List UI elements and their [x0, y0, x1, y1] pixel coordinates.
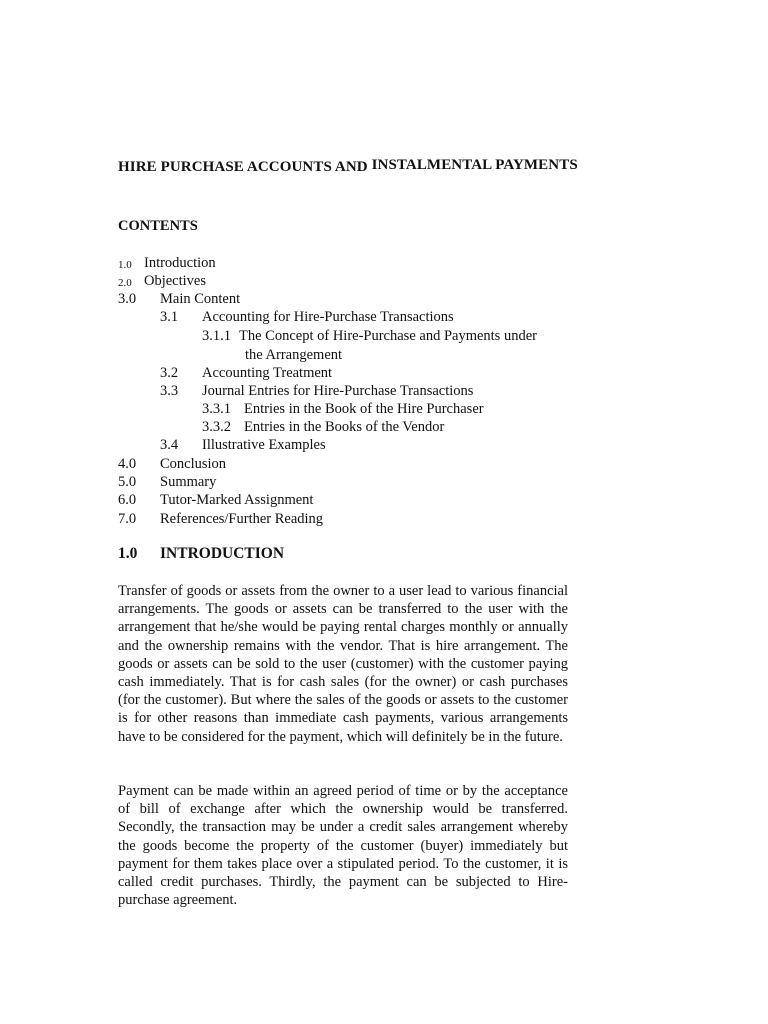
section-number: 1.0	[118, 545, 138, 562]
toc-item-label: Summary	[160, 474, 217, 490]
toc-item-label: Objectives	[144, 273, 207, 289]
toc-item-number: 7.0	[118, 511, 137, 527]
section-title: INTRODUCTION	[160, 545, 285, 562]
toc-item-label: the Arrangement	[245, 347, 343, 363]
toc-item-label: Illustrative Examples	[202, 437, 326, 453]
toc-item-label: References/Further Reading	[160, 511, 324, 527]
toc-item-number: 3.3.1	[202, 401, 231, 417]
section-heading	[118, 545, 284, 563]
toc-item-label: Entries in the Books of the Vendor	[244, 419, 445, 435]
toc-item-label: Conclusion	[160, 456, 227, 472]
toc-item-number: 3.1.1	[202, 328, 231, 344]
toc-item-label: Introduction	[144, 255, 216, 271]
toc-item-number: 6.0	[118, 492, 137, 508]
toc-item-label: Main Content	[160, 291, 241, 307]
toc-item-label: Journal Entries for Hire-Purchase Transactions	[202, 383, 474, 399]
toc-item-label: Accounting for Hire-Purchase Transactions	[202, 309, 454, 325]
toc-item-number: 3.0	[118, 291, 137, 307]
toc-item-number: 3.3.2	[202, 419, 231, 435]
title-part-2: INSTALMENTAL PAYMENTS	[371, 157, 578, 173]
toc-item-label: Accounting Treatment	[202, 365, 333, 381]
toc-item-number: 5.0	[118, 474, 137, 490]
contents-heading: CONTENTS	[118, 218, 198, 234]
toc-item-number: 3.1	[160, 309, 179, 325]
toc-item-label: Tutor-Marked Assignment	[160, 492, 314, 508]
document-title	[118, 159, 638, 176]
toc-item-number: 4.0	[118, 456, 137, 472]
toc-item-number: 1.0	[118, 259, 132, 271]
toc-item-number: 3.2	[160, 365, 179, 381]
body-paragraph: Payment can be made within an agreed period of time or by the acceptance of bill of exchange after which the ownership would be transferred. Secondly, the transaction may be under a credit sales arrangement whereby the goods become the property of the customer (buyer) immediately but payment for them takes place over a stipulated period. To the customer, it is called credit purchases. Thirdly, the payment can be subjected to Hire-purchase agreement.	[118, 783, 568, 909]
toc-item-number: 3.4	[160, 437, 179, 453]
toc-item-number: 3.3	[160, 383, 179, 399]
body-paragraph: Transfer of goods or assets from the owner to a user lead to various financial arrangements. The goods or assets can be transferred to the user with the arrangement that he/she would be paying rental charges monthly or annually and the ownership remains with the vendor. That is hire arrangement. The goods or assets can be sold to the user (customer) with the customer paying cash immediately. That is for cash sales (for the owner) or cash purchases (for the customer). But where the sales of the goods or assets to the customer is for other reasons than immediate cash payments, various arrangements have to be considered for the payment, which will definitely be in the future.	[118, 583, 568, 745]
toc-item-label: The Concept of Hire-Purchase and Payments under	[239, 328, 537, 344]
toc-item-label: Entries in the Book of the Hire Purchaser	[244, 401, 484, 417]
toc-item-number: 2.0	[118, 277, 132, 289]
title-part-1: HIRE PURCHASE ACCOUNTS AND	[118, 159, 368, 175]
